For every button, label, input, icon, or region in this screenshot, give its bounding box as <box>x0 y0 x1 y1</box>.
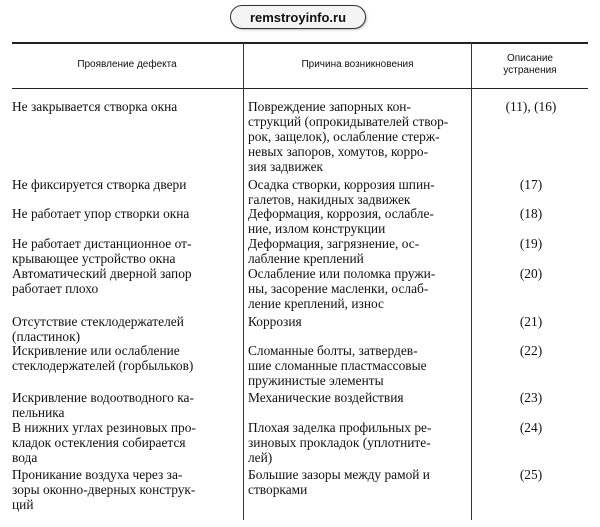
header-cause: Причина возникновения <box>301 59 414 70</box>
column-divider-1 <box>243 42 244 520</box>
row-8-defect: Искривление водоотводного ка- пельника <box>12 390 194 420</box>
row-6-ref: (21) <box>519 314 543 329</box>
row-3-defect: Не работает упор створки окна <box>12 206 190 221</box>
row-4-defect: Не работает дистанционное от- крывающее устройство окна <box>12 236 192 266</box>
row-9-cause: Плохая заделка профильных ре- зиновых прокладок (уплотните- лей) <box>248 420 432 465</box>
row-1-cause: Повреждение запорных кон- струкций (опрокидывателей створ- рок, защелок), ослабление стерж- невых запоров, хомутов, корро- зия задвижек <box>248 99 449 174</box>
header-remedy: Описание устранения <box>503 53 557 76</box>
row-9-ref: (24) <box>519 420 543 435</box>
site-watermark: remstroyinfo.ru <box>230 5 366 29</box>
row-8-ref: (23) <box>519 390 543 405</box>
row-3-cause: Деформация, коррозия, ослабле- ние, излом конструкции <box>248 206 434 236</box>
row-10-ref: (25) <box>519 467 543 482</box>
row-2-defect: Не фиксируется створка двери <box>12 177 187 192</box>
row-6-defect: Отсутствие стеклодержателей (пластинок) <box>12 314 184 344</box>
row-5-cause: Ослабление или поломка пружи- ны, засорение масленки, ослаб- ление креплений, износ <box>248 266 436 311</box>
row-7-ref: (22) <box>519 343 543 358</box>
row-7-defect: Искривление или ослабление стеклодержателей (горбыльков) <box>12 343 194 373</box>
row-8-cause: Механические воздействия <box>248 390 404 405</box>
header-defect: Проявление дефекта <box>77 59 177 70</box>
row-1-defect: Не закрывается створка окна <box>12 99 178 114</box>
row-9-defect: В нижних углах резиновых про- кладок остекления собирается вода <box>12 420 196 465</box>
column-divider-2 <box>471 42 472 520</box>
row-2-cause: Осадка створки, коррозия шпин- галетов, накидных задвижек <box>248 177 435 207</box>
row-7-cause: Сломанные болты, затвердев- шие сломанные пластмассовые пружинистые элементы <box>248 343 427 388</box>
row-10-cause: Большие зазоры между рамой и створками <box>248 467 430 497</box>
row-5-ref: (20) <box>519 266 543 281</box>
row-1-ref: (11), (16) <box>505 99 557 114</box>
row-3-ref: (18) <box>519 206 543 221</box>
header-bottom-rule <box>12 88 588 89</box>
row-10-defect: Проникание воздуха через за- зоры оконно-дверных конструк- ций <box>12 467 196 512</box>
row-4-cause: Деформация, загрязнение, ос- лабление креплений <box>248 236 420 266</box>
row-6-cause: Коррозия <box>248 314 302 329</box>
row-4-ref: (19) <box>519 236 543 251</box>
row-2-ref: (17) <box>519 177 543 192</box>
row-5-defect: Автоматический дверной запор работает плохо <box>12 266 192 296</box>
